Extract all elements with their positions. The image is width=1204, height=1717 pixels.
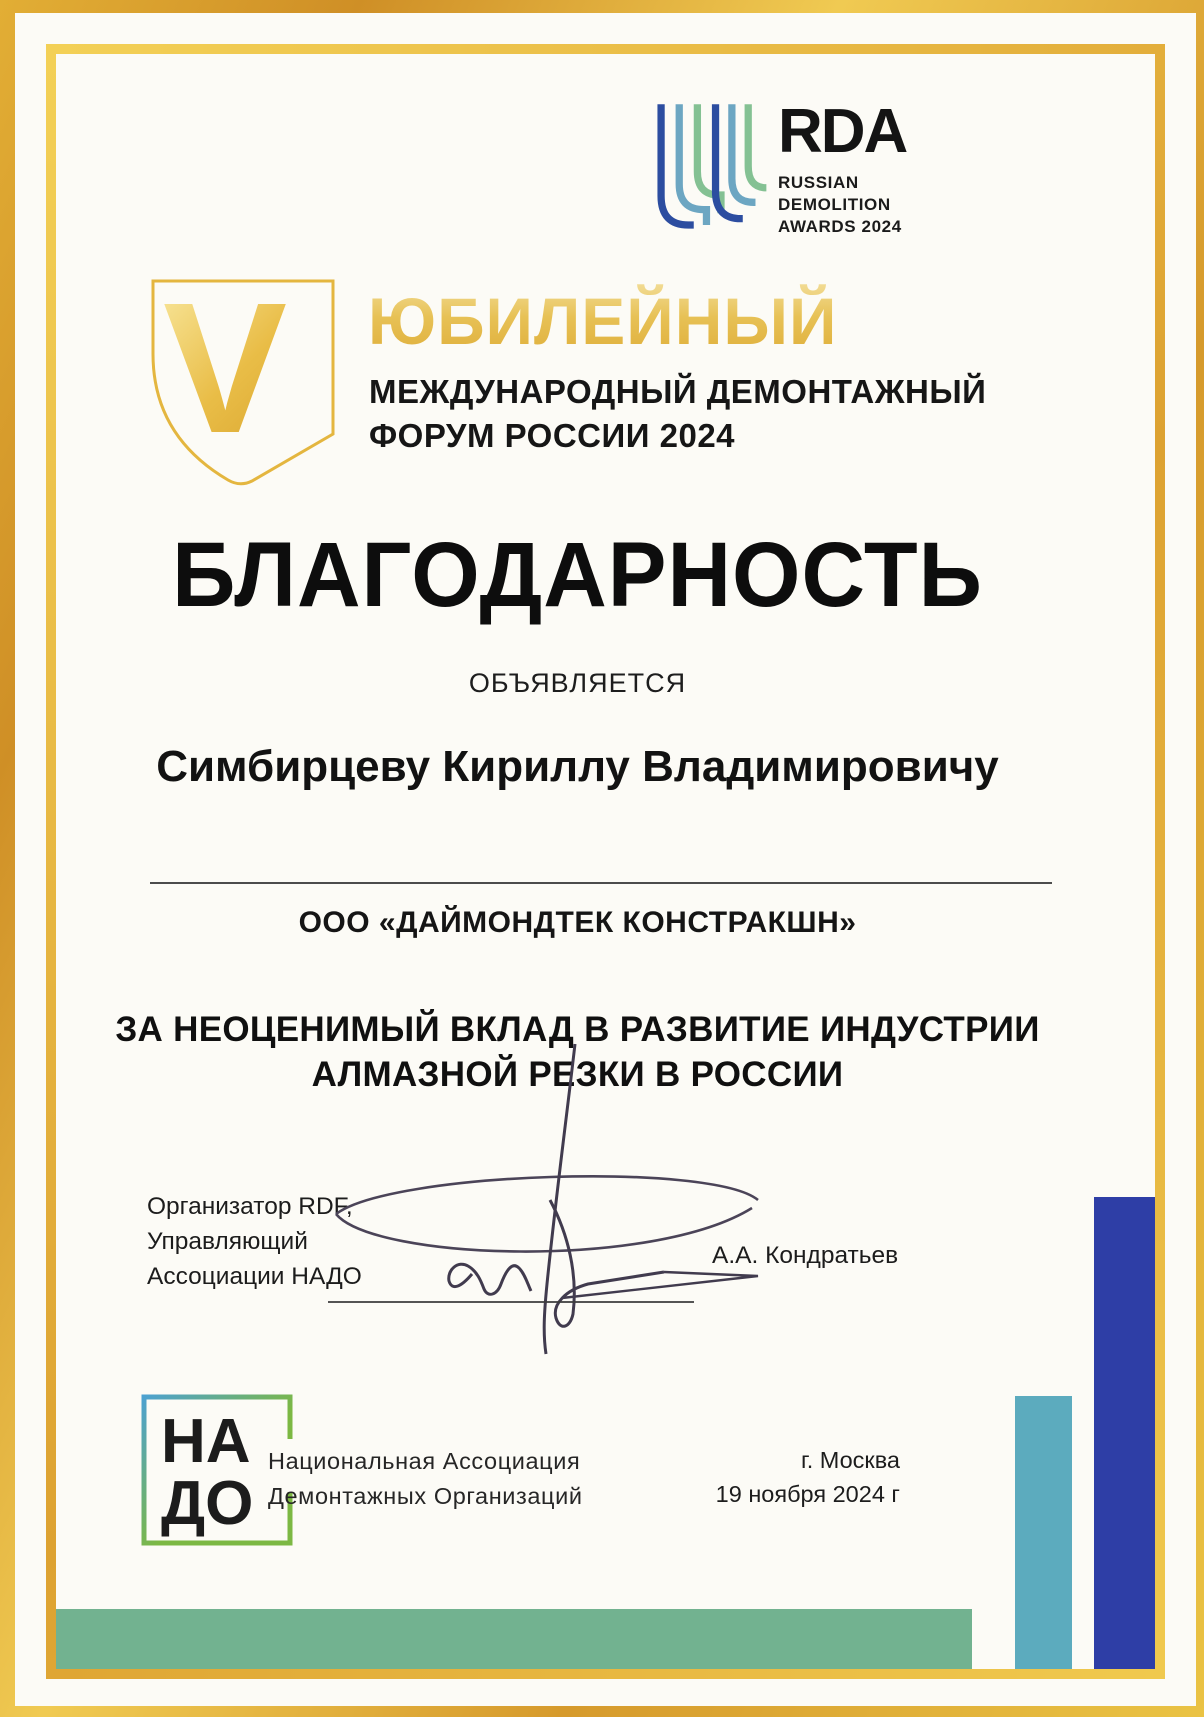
date: 19 ноября 2024 г bbox=[715, 1481, 900, 1508]
reason-line2: АЛМАЗНОЙ РЕЗКИ В РОССИИ bbox=[311, 1055, 844, 1094]
rda-logo bbox=[652, 95, 906, 247]
signer-role-line3: Ассоциации НАДО bbox=[147, 1262, 362, 1290]
decor-bar-green bbox=[56, 1609, 972, 1669]
rda-subtitle bbox=[778, 172, 906, 238]
rda-sub-line2: DEMOLITION bbox=[778, 194, 891, 214]
rda-sub-line1: RUSSIAN bbox=[778, 172, 859, 192]
reason-line1: ЗА НЕОЦЕНИМЫЙ ВКЛАД В РАЗВИТИЕ ИНДУСТРИИ bbox=[115, 1010, 1040, 1049]
city: г. Москва bbox=[801, 1447, 900, 1473]
recipient-underline bbox=[150, 882, 1052, 884]
decor-bar-navy bbox=[1094, 1197, 1155, 1669]
place-date-block bbox=[560, 1443, 900, 1511]
signer-name: А.А. Кондратьев bbox=[712, 1242, 899, 1269]
v-roman-numeral: V bbox=[163, 265, 288, 472]
rda-sub-line3: AWARDS 2024 bbox=[778, 217, 902, 237]
forum-name-line2: ФОРУМ РОССИИ 2024 bbox=[369, 417, 736, 454]
v-emblem-icon bbox=[148, 265, 338, 488]
decor-bar-teal bbox=[1015, 1396, 1072, 1669]
signer-role-line1: Организатор RDF, bbox=[147, 1193, 353, 1220]
rda-acronym: RDA bbox=[778, 97, 907, 166]
association-name bbox=[268, 1444, 583, 1515]
association-line1: Национальная Ассоциация bbox=[268, 1448, 581, 1474]
company-name: ООО «ДАЙМОНДТЕК КОНСТРАКШН» bbox=[298, 906, 857, 939]
forum-name-line1: МЕЖДУНАРОДНЫЙ ДЕМОНТАЖНЫЙ bbox=[369, 373, 987, 410]
association-line2: Демонтажных Организаций bbox=[268, 1483, 583, 1510]
nado-letters-top: НА bbox=[161, 1407, 251, 1476]
signer-role-line2: Управляющий bbox=[147, 1227, 308, 1255]
nado-letters-bottom: ДО bbox=[161, 1469, 254, 1538]
announce-label: ОБЪЯВЛЯЕТСЯ bbox=[468, 668, 687, 698]
rda-mark-icon bbox=[652, 95, 770, 247]
recipient-name: Симбирцеву Кириллу Владимировичу bbox=[156, 742, 999, 791]
forum-jubilee-title: ЮБИЛЕЙНЫЙ bbox=[368, 284, 838, 358]
signature-scribble bbox=[322, 1022, 774, 1358]
certificate-title: БЛАГОДАРНОСТЬ bbox=[172, 523, 983, 626]
rda-text-block bbox=[778, 95, 906, 247]
